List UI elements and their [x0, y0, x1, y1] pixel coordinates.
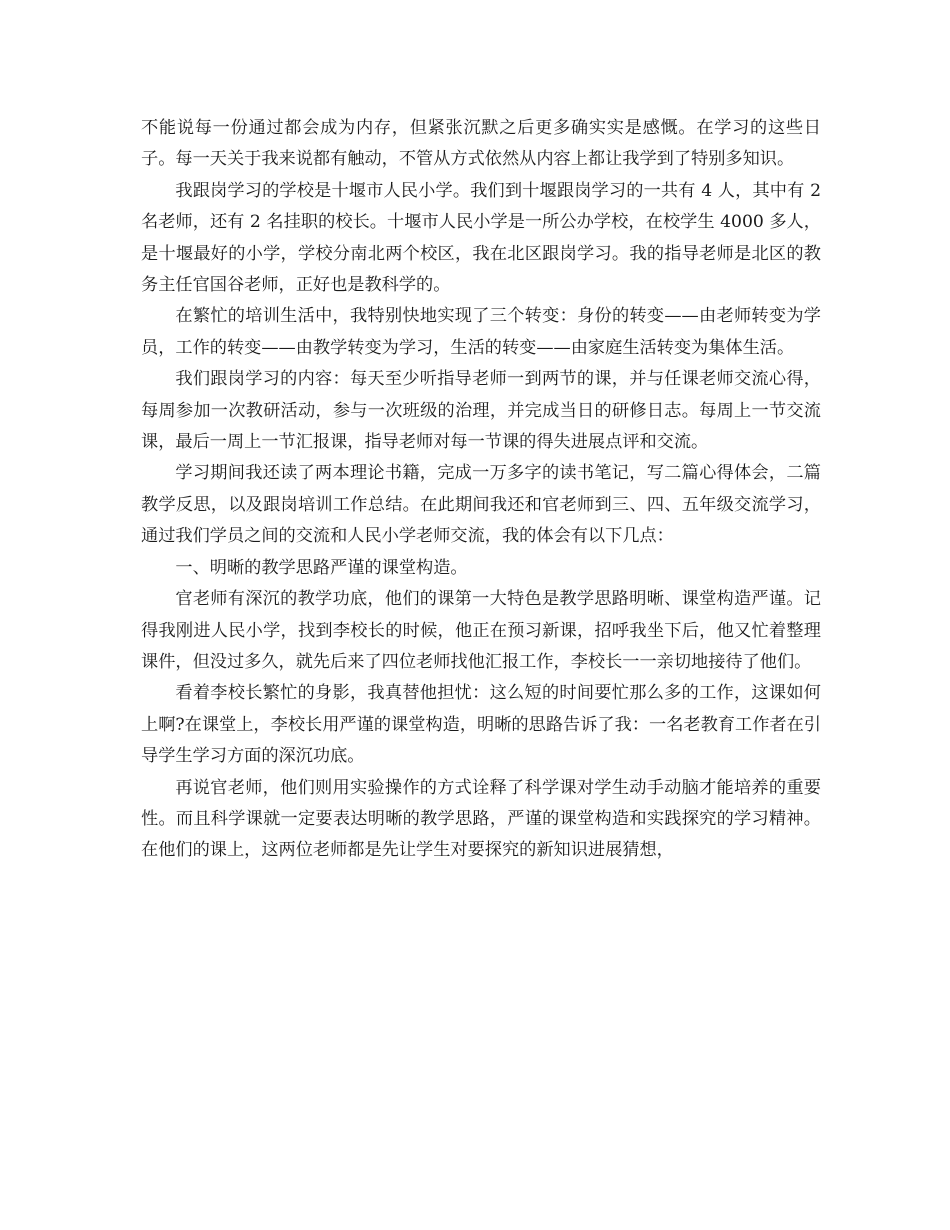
paragraph: 看着李校长繁忙的身影，我真替他担忧：这么短的时间要忙那么多的工作，这课如何上啊?在课堂上，李校长用严谨的课堂构造，明晰的思路告诉了我：一名老教育工作者在引导学生学习方面的深沉功底。: [141, 683, 821, 767]
section-heading: 一、明晰的教学思路严谨的课堂构造。: [175, 557, 468, 578]
paragraph: 我们跟岗学习的内容：每天至少听指导老师一到两节的课，并与任课老师交流心得，每周参加一次教研活动，参与一次班级的治理，并完成当日的研修日志。每周上一节交流课，最后一周上一节汇报课，指导老师对每一节课的得失进展点评和交流。: [141, 369, 821, 453]
paragraph: 在繁忙的培训生活中，我特别快地实现了三个转变：身份的转变——由老师转变为学员，工作的转变——由教学转变为学习，生活的转变——由家庭生活转变为集体生活。: [141, 306, 821, 358]
paragraph: 再说官老师，他们则用实验操作的方式诠释了科学课对学生动手动脑才能培养的重要性。而且科学课就一定要表达明晰的教学思路，严谨的课堂构造和实践探究的学习精神。在他们的课上，这两位老师都是先让学生对要探究的新知识进展猜想，: [141, 777, 821, 861]
document-body: [141, 113, 821, 867]
paragraph-continued: 不能说每一份通过都会成为内存，但紧张沉默之后更多确实实是感慨。在学习的这些日子。每一天关于我来说都有触动，不管从方式依然从内容上都让我学到了特别多知识。: [141, 118, 821, 170]
paragraph: 学习期间我还读了两本理论书籍，完成一万多字的读书笔记，写二篇心得体会，二篇教学反思，以及跟岗培训工作总结。在此期间我还和官老师到三、四、五年级交流学习，通过我们学员之间的交流和人民小学老师交流，我的体会有以下几点：: [141, 463, 821, 547]
paragraph: 我跟岗学习的学校是十堰市人民小学。我们到十堰跟岗学习的一共有 4 人，其中有 2 名老师，还有 2 名挂职的校长。十堰市人民小学是一所公办学校，在校学生 4000 多人，是十堰最好的小学，学校分南北两个校区，我在北区跟岗学习。我的指导老师是北区的教务主任官国谷老师，正好也是教科学的。: [141, 180, 821, 296]
paragraph: 官老师有深沉的教学功底，他们的课第一大特色是教学思路明晰、课堂构造严谨。记得我刚进人民小学，找到李校长的时候，他正在预习新课，招呼我坐下后，他又忙着整理课件，但没过多久，就先后来了四位老师找他汇报工作，李校长一一亲切地接待了他们。: [141, 589, 821, 672]
